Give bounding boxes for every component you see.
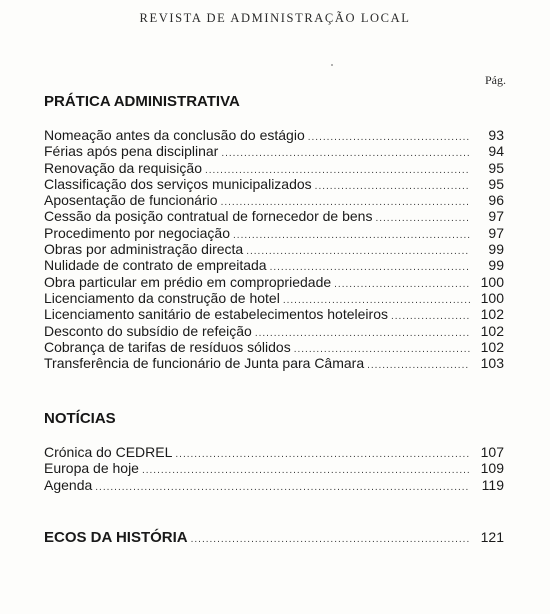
toc-entry-page: 102 — [480, 306, 504, 323]
toc-entry-title: Licenciamento da construção de hotel — [44, 289, 280, 306]
dot-leader — [391, 309, 470, 325]
toc-entry — [44, 176, 504, 192]
toc-entry-title: Cessão da posição contratual de fornecedor de bens — [44, 208, 373, 225]
toc-entry-title: Agenda — [44, 476, 93, 493]
running-header: REVISTA DE ADMINISTRAÇÃO LOCAL — [139, 11, 411, 25]
dot-leader — [367, 358, 470, 374]
toc-entry — [44, 192, 504, 208]
toc-entry — [44, 274, 504, 290]
toc-entry — [44, 160, 504, 176]
toc-entry-title: Renovação da requisição — [44, 159, 202, 176]
toc-entry-page: 102 — [480, 338, 504, 355]
toc-entry-page: 109 — [480, 460, 504, 477]
toc-entry — [44, 460, 504, 476]
dot-leader — [375, 211, 470, 227]
toc-entry — [44, 290, 504, 306]
section-heading-ecos-da-historia: ECOS DA HISTÓRIA — [44, 529, 188, 546]
toc-list-pratica-administrativa — [44, 127, 504, 371]
toc-entry-title: Férias após pena disciplinar — [44, 143, 219, 160]
toc-entry — [44, 306, 504, 322]
toc-entry-title: Europa de hoje — [44, 460, 139, 477]
toc-entry-page: 107 — [480, 444, 504, 460]
toc-entry — [44, 477, 504, 493]
toc-entry-page: 99 — [488, 241, 504, 258]
toc-entry — [44, 355, 504, 371]
toc-entry-title: Classificação dos serviços municipalizados — [44, 175, 312, 192]
toc-entry-title: Cobrança de tarifas de resíduos sólidos — [44, 338, 291, 355]
dot-leader — [142, 463, 470, 479]
toc-entry-title: Nulidade de contrato de empreitada — [44, 257, 267, 274]
dot-leader — [175, 447, 470, 463]
toc-entry-page: 102 — [480, 322, 504, 339]
toc-entry-page: 97 — [488, 208, 504, 225]
toc-entry-page: 93 — [488, 127, 504, 143]
section-heading-pratica-administrativa: PRÁTICA ADMINISTRATIVA — [44, 93, 240, 110]
toc-entry — [44, 127, 504, 143]
toc-entry — [44, 444, 504, 460]
toc-entry — [44, 339, 504, 355]
toc-entry-page: 119 — [481, 476, 504, 493]
toc-entry — [44, 257, 504, 273]
toc-entry-page: 95 — [488, 159, 504, 176]
dot-leader — [334, 277, 470, 293]
dot-leader — [221, 146, 470, 162]
toc-entry-title: Nomeação antes da conclusão do estágio — [44, 127, 305, 143]
toc-entry-page: 95 — [488, 175, 504, 192]
toc-entry — [44, 323, 504, 339]
toc-entry-title: Obra particular em prédio em compropriedade — [44, 273, 332, 290]
toc-entry-title: Desconto do subsídio de refeição — [44, 322, 252, 339]
toc-entry — [44, 143, 504, 159]
toc-entry — [44, 225, 504, 241]
toc-entry-page: 94 — [488, 143, 504, 160]
section-heading-noticias: NOTÍCIAS — [44, 410, 116, 427]
toc-entry-page: 100 — [480, 273, 504, 290]
dot-leader — [95, 480, 470, 496]
toc-list-noticias — [44, 444, 504, 493]
toc-entry-page: 103 — [480, 355, 504, 372]
toc-entry-title: Transferência de funcionário de Junta para Câmara — [44, 355, 365, 372]
dot-leader — [191, 532, 470, 548]
dot-leader — [315, 179, 470, 195]
dot-leader — [233, 228, 470, 244]
paper-speck — [331, 64, 333, 66]
toc-entry — [44, 241, 504, 257]
toc-entry-page: 100 — [480, 289, 504, 306]
toc-entry-title: Crónica do CEDREL — [44, 444, 173, 460]
toc-entry-title: Aposentação de funcionário — [44, 192, 218, 209]
page-column-label: Pág. — [485, 73, 506, 87]
toc-entry — [44, 208, 504, 224]
toc-entry-page: 96 — [488, 192, 504, 209]
dot-leader — [308, 130, 470, 146]
toc-entry-title: Procedimento por negociação — [44, 224, 231, 241]
dot-leader — [246, 244, 470, 260]
toc-entry-page: 97 — [488, 224, 504, 241]
toc-entry-page: 121 — [480, 529, 504, 545]
toc-entry-title: Obras por administração directa — [44, 241, 244, 258]
toc-entry-page: 99 — [488, 257, 504, 274]
toc-entry-ecos-da-historia — [44, 528, 504, 546]
toc-entry-title: Licenciamento sanitário de estabelecimentos hoteleiros — [44, 306, 388, 323]
